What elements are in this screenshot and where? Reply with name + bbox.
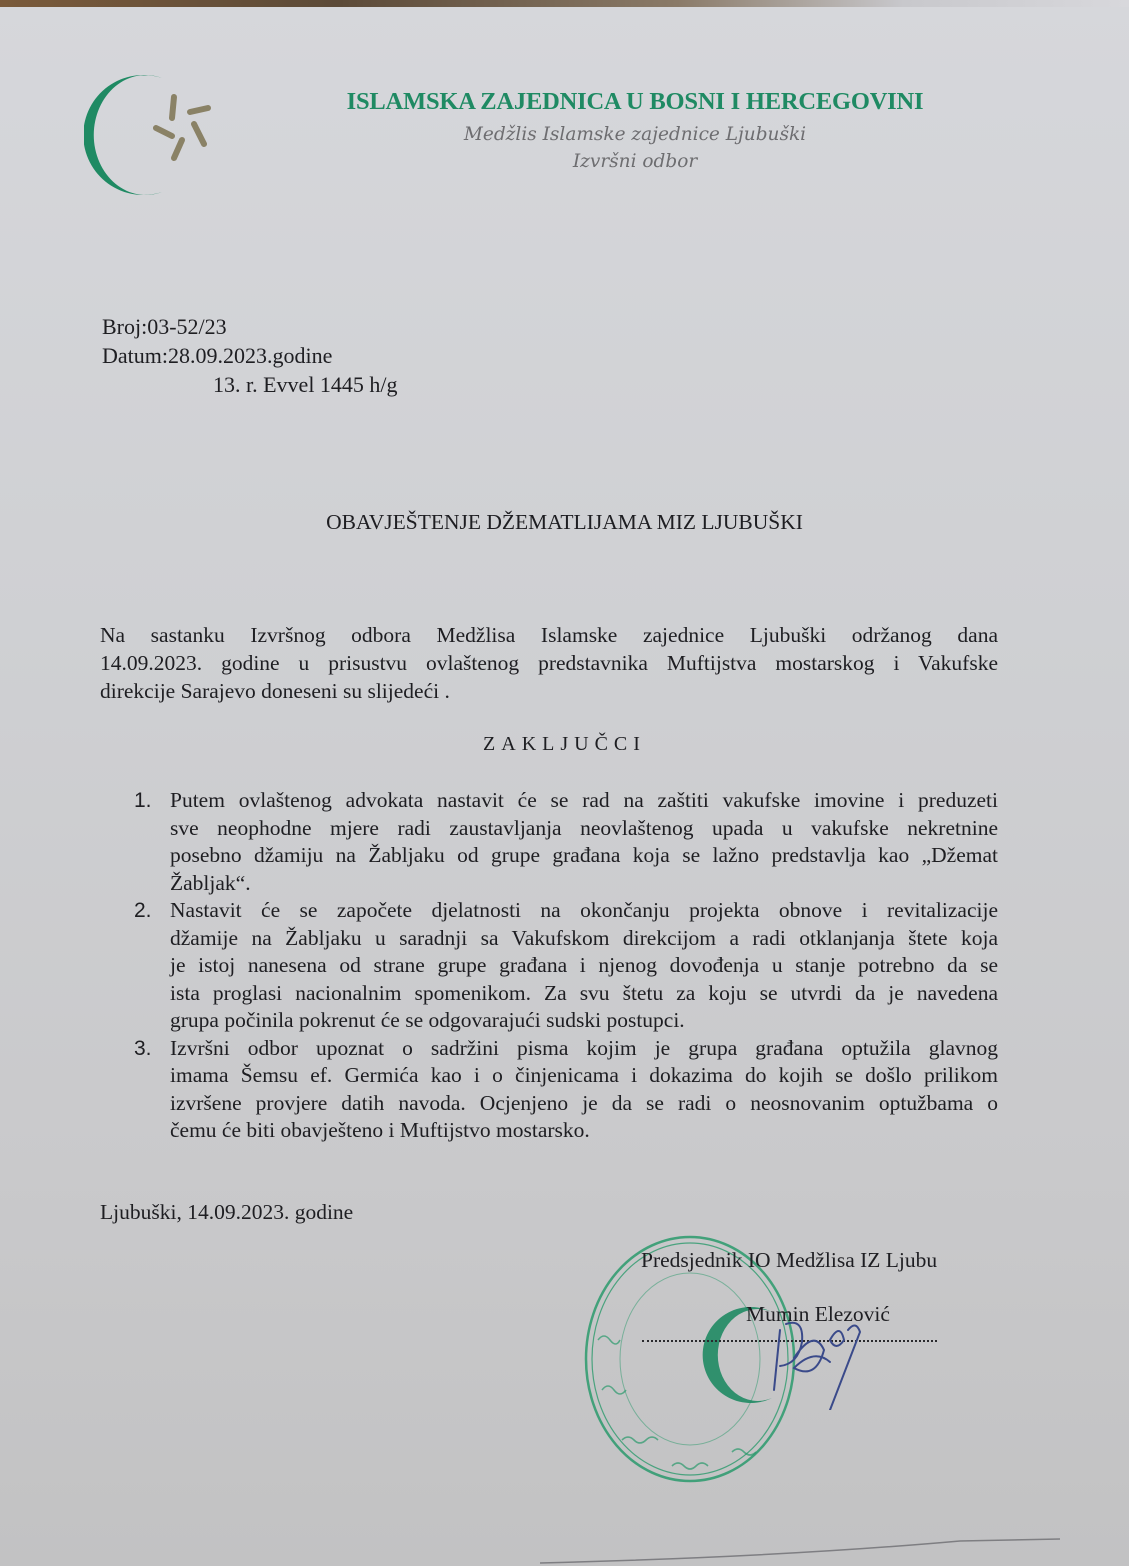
item-number: 1. [134,789,152,812]
item-line: Putem ovlaštenog advokata nastavit će se rad na zaštiti vakufske imovine i preduzeti [170,788,998,812]
item-number: 2. [134,899,152,922]
item-line: je istoj nanesena od strane grupe građana i njenog dovođenja u stanje potrebno da se [170,953,998,977]
intro-paragraph [100,621,998,705]
hijri-date: 13. r. Evvel 1445 h/g [213,372,398,397]
paper-crease [540,1535,1060,1565]
council-name: Medžlis Islamske zajednice Ljubuški [463,124,807,145]
item-number: 3. [134,1036,152,1060]
item-line: grupa počinila pokrenut će se odgovarajući sudski postupci. [170,1008,685,1032]
item-line: Žabljak“. [170,870,251,895]
item-line: posebno džamiju na Žabljaku od grupe građana koja se lažno predstavlja kao „Džemat [170,843,998,867]
department-name: Izvršni odbor [572,151,698,172]
reference-number: Broj:03-52/23 [102,314,227,339]
signatory-name: Mumin Elezović [746,1302,890,1326]
item-line: sve neophodne mjere radi zaustavljanja neovlaštenog upada u vakufske nekretnine [170,815,998,840]
organization-name: ISLAMSKA ZAJEDNICA U BOSNI I HERCEGOVINI [346,88,924,115]
intro-line: Na sastanku Izvršnog odbora Medžlisa Islamske zajednice Ljubuški održanog dana [100,623,998,647]
item-line: čemu će biti obavješteno i Muftijstvo mostarsko. [170,1118,590,1142]
place-and-date: Ljubuški, 14.09.2023. godine [100,1200,354,1224]
conclusion-item [134,787,998,897]
document-title: OBAVJEŠTENJE DŽEMATLIJAMA MIZ LJUBUŠKI [326,510,803,534]
conclusions-list [134,787,998,1145]
letterhead [300,88,970,172]
intro-line: 14.09.2023. godine u prisustvu ovlaštenog predstavnika Muftijstva mostarskog i Vakufske [100,651,998,675]
item-line: Nastavit će se započete djelatnosti na okončanju projekta obnove i revitalizacije [170,898,998,922]
document-date: Datum:28.09.2023.godine [102,343,333,368]
item-line: Izvršni odbor upoznat o sadržini pisma kojim je grupa građana optužila glavnog [170,1035,998,1060]
handwritten-signature [760,1300,890,1410]
conclusion-item [134,897,998,1035]
intro-line: direkcije Sarajevo doneseni su slijedeći . [100,679,450,703]
signatory-title: Predsjednik IO Medžlisa IZ Ljubu [641,1248,938,1272]
document-meta [102,312,398,399]
conclusions-heading: ZAKLJUČCI [483,733,646,755]
item-line: imama Šemsu ef. Germića kao i o činjenicama i dokazima do kojih se došlo prilikom [170,1063,998,1087]
item-line: izvršene provjere datih navoda. Ocjenjeno je da se radi o neosnovanim optužbama o [170,1090,998,1115]
photo-top-edge [0,0,1129,7]
conclusion-item [134,1035,998,1145]
item-line: ista proglasi nacionalnim spomenikom. Za svu štetu za koju se utvrdi da je navedena [170,980,998,1005]
crescent-star-icon [84,70,224,200]
item-line: džamije na Žabljaku u saradnji sa Vakufskom direkcijom a radi otklanjanja štete koja [170,925,998,950]
